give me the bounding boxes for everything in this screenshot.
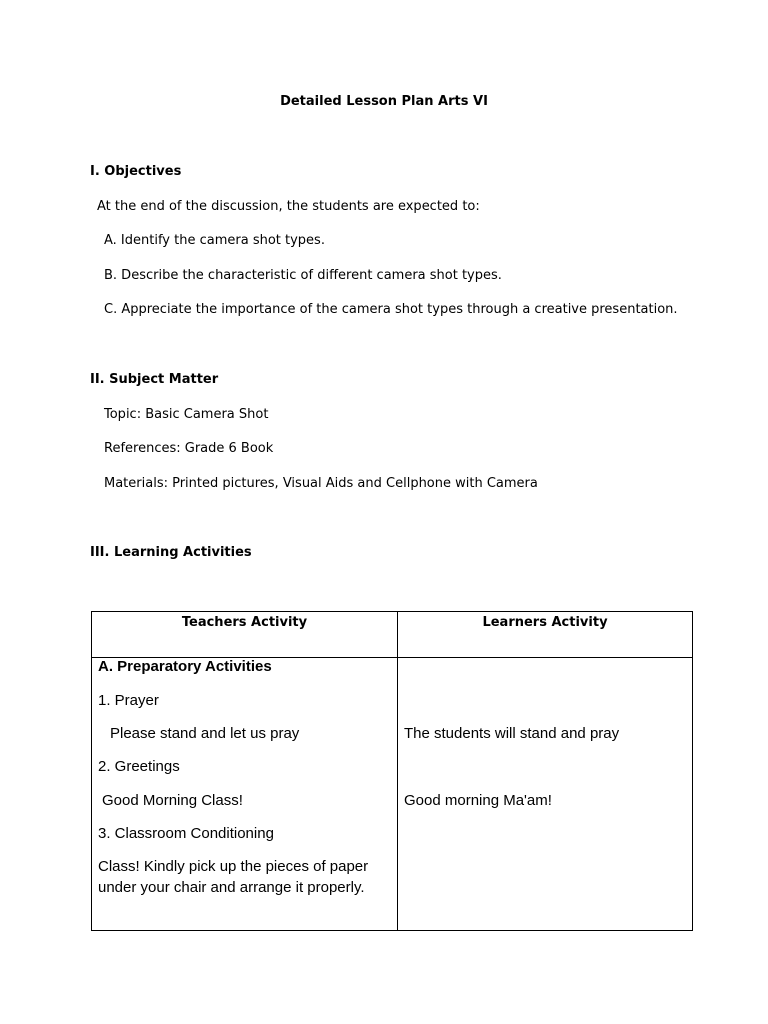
learner-activity-cell	[398, 658, 693, 931]
table-header-cell	[398, 612, 693, 658]
teacher-activity-cell	[92, 658, 398, 931]
prayer-response: The students will stand and pray	[404, 725, 620, 742]
subject-materials: Materials: Printed pictures, Visual Aids and Cellphone with Camera	[104, 476, 538, 491]
teachers-activity-header: Teachers Activity	[181, 615, 308, 630]
greetings-label: 2. Greetings	[98, 758, 180, 775]
learning-activities-heading: III. Learning Activities	[90, 545, 252, 560]
subject-matter-heading: II. Subject Matter	[90, 372, 219, 387]
objectives-heading: I. Objectives	[90, 164, 182, 179]
objective-item-b: B. Describe the characteristic of different camera shot types.	[104, 268, 502, 283]
table-header-cell	[92, 612, 398, 658]
subject-references: References: Grade 6 Book	[104, 441, 274, 456]
conditioning-text-line2: under your chair and arrange it properly.	[98, 879, 365, 896]
learners-activity-header: Learners Activity	[482, 615, 608, 630]
table-header-row	[92, 612, 693, 658]
preparatory-activities-title: A. Preparatory Activities	[98, 658, 272, 675]
document-title: Detailed Lesson Plan Arts VI	[280, 94, 488, 109]
table-row	[92, 658, 693, 931]
classroom-conditioning-label: 3. Classroom Conditioning	[98, 825, 274, 842]
activities-table	[91, 611, 693, 931]
prayer-label: 1. Prayer	[98, 692, 159, 709]
objective-item-c: C. Appreciate the importance of the camera shot types through a creative presentation.	[104, 302, 678, 317]
greetings-text: Good Morning Class!	[102, 792, 243, 809]
prayer-text: Please stand and let us pray	[110, 725, 300, 742]
subject-topic: Topic: Basic Camera Shot	[104, 407, 269, 422]
conditioning-text-line1: Class! Kindly pick up the pieces of paper	[98, 858, 369, 875]
objective-item-a: A. Identify the camera shot types.	[104, 233, 325, 248]
objectives-intro: At the end of the discussion, the students are expected to:	[97, 199, 480, 214]
greetings-response: Good morning Ma'am!	[404, 792, 552, 809]
